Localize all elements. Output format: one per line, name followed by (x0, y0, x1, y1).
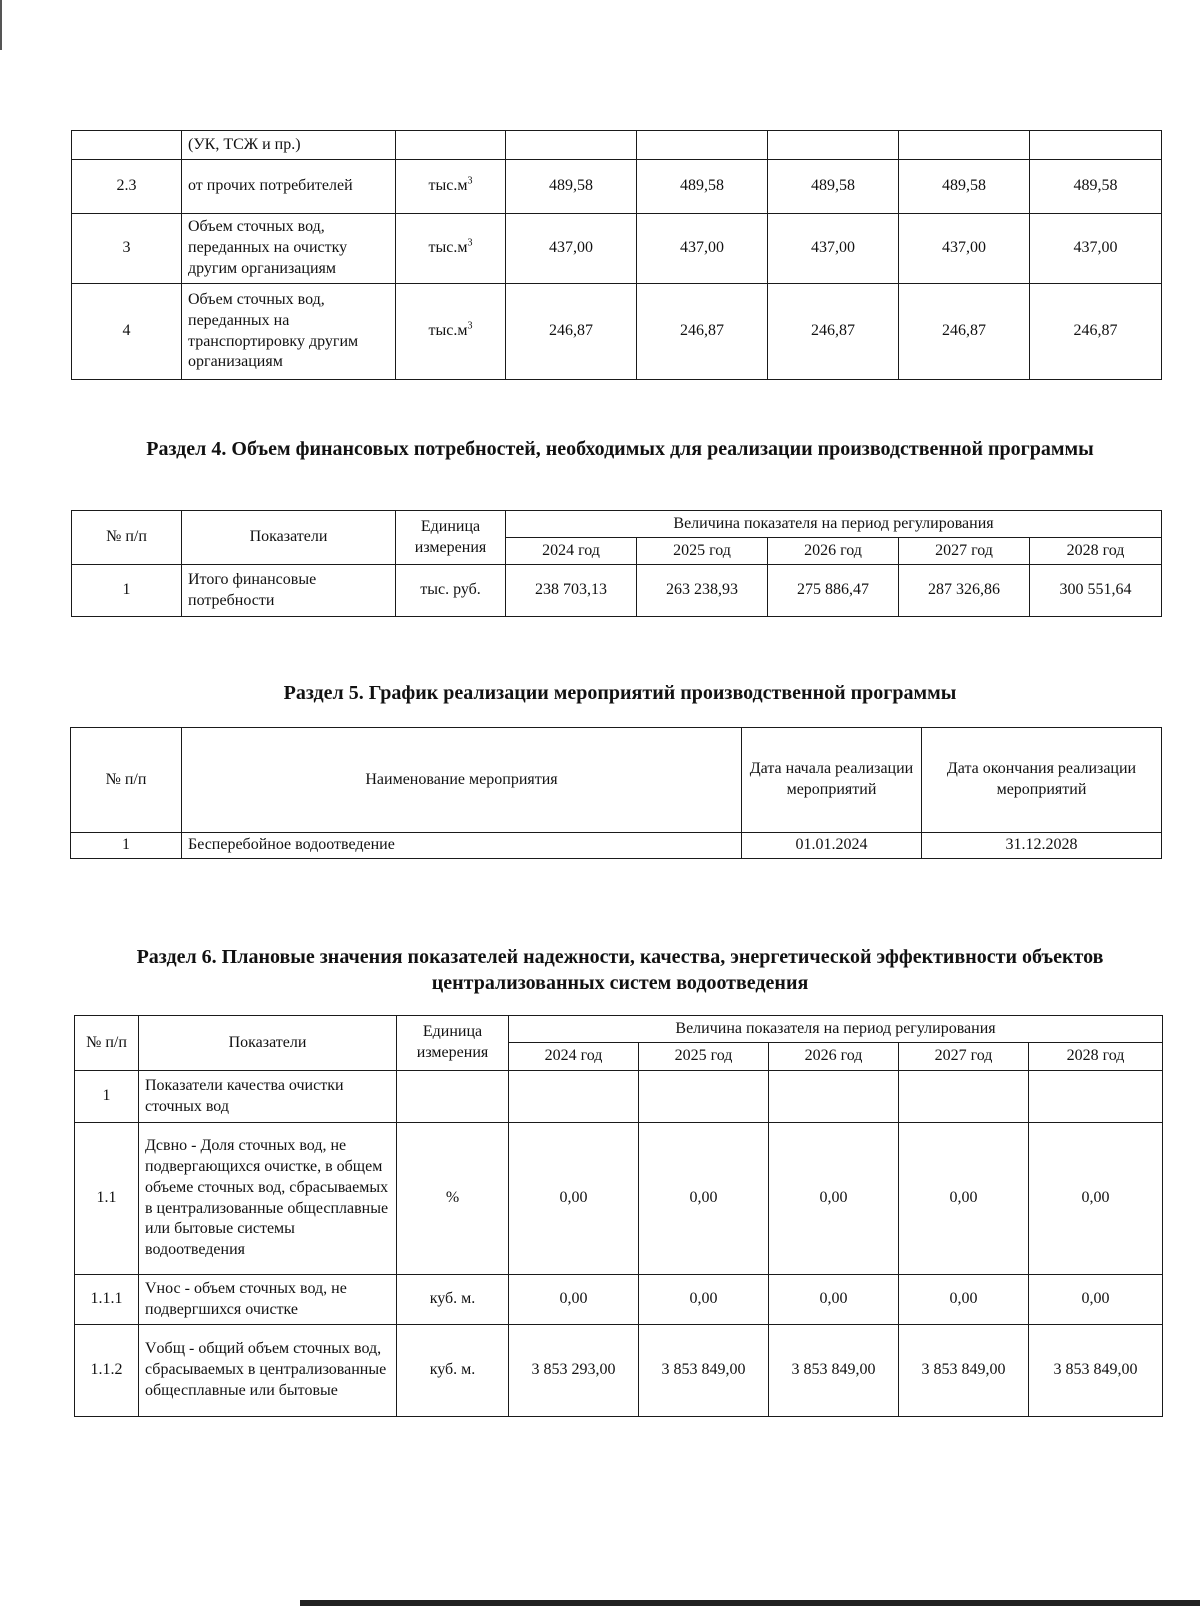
row-indicator: Показатели качества очистки сточных вод (139, 1071, 397, 1123)
value-2027: 437,00 (899, 214, 1030, 284)
scan-edge-mark (0, 0, 2, 50)
value-2027: 0,00 (899, 1275, 1029, 1325)
header-year-2026: 2026 год (768, 538, 899, 565)
header-period: Величина показателя на период регулирования (509, 1016, 1163, 1043)
table-row (71, 833, 1162, 859)
row-event-name: Бесперебойное водоотведение (182, 833, 742, 859)
value-2024 (506, 131, 637, 160)
value-2026: 275 886,47 (768, 565, 899, 617)
table-section6 (74, 1015, 1163, 1417)
row-unit (397, 1071, 509, 1123)
row-indicator: (УК, ТСЖ и пр.) (182, 131, 396, 160)
row-indicator: Объем сточных вод, переданных на транспортировку другим организациям (182, 284, 396, 380)
value-2024: 246,87 (506, 284, 637, 380)
row-unit: $тыс.м^3$ (396, 160, 506, 214)
value-2027: 287 326,86 (899, 565, 1030, 617)
row-start-date: 01.01.2024 (742, 833, 922, 859)
value-2025: 437,00 (637, 214, 768, 284)
value-2025: 0,00 (639, 1275, 769, 1325)
row-unit: куб. м. (397, 1275, 509, 1325)
value-2028: 3 853 849,00 (1029, 1325, 1163, 1417)
value-2028: 489,58 (1030, 160, 1162, 214)
row-indicator: Объем сточных вод, переданных на очистку другим организациям (182, 214, 396, 284)
row-number: 1 (71, 833, 182, 859)
row-unit: куб. м. (397, 1325, 509, 1417)
row-indicator: Итого финансовые потребности (182, 565, 396, 617)
value-2024: 0,00 (509, 1275, 639, 1325)
row-number: 1.1.2 (75, 1325, 139, 1417)
header-indicator: Показатели (182, 511, 396, 565)
row-number: 4 (72, 284, 182, 380)
header-start-date: Дата начала реализации мероприятий (742, 728, 922, 833)
table-row (72, 284, 1162, 380)
value-2025 (639, 1071, 769, 1123)
value-2028: 437,00 (1030, 214, 1162, 284)
header-unit: Единица измерения (396, 511, 506, 565)
header-indicator: Показатели (139, 1016, 397, 1071)
row-number: 1.1 (75, 1123, 139, 1275)
row-number (72, 131, 182, 160)
value-2028 (1029, 1071, 1163, 1123)
value-2024: 238 703,13 (506, 565, 637, 617)
table-section4 (71, 510, 1162, 617)
header-event-name: Наименование мероприятия (182, 728, 742, 833)
value-2028: 0,00 (1029, 1275, 1163, 1325)
header-number: № п/п (71, 728, 182, 833)
value-2025: 489,58 (637, 160, 768, 214)
value-2024: 489,58 (506, 160, 637, 214)
row-indicator: Vнос - объем сточных вод, не подвергшихся очистке (139, 1275, 397, 1325)
value-2027: 489,58 (899, 160, 1030, 214)
row-unit: тыс. руб. (396, 565, 506, 617)
scan-bottom-edge (300, 1600, 1200, 1606)
row-number: 1 (75, 1071, 139, 1123)
row-unit: $тыс.м^3$ (396, 284, 506, 380)
value-2028: 300 551,64 (1030, 565, 1162, 617)
row-indicator: Vобщ - общий объем сточных вод, сбрасываемых в централизованные общесплавные или бытовые (139, 1325, 397, 1417)
row-number: 1 (72, 565, 182, 617)
value-2028 (1030, 131, 1162, 160)
header-year-2025: 2025 год (639, 1043, 769, 1071)
row-indicator: от прочих потребителей (182, 160, 396, 214)
header-end-date: Дата окончания реализации мероприятий (922, 728, 1162, 833)
value-2027: 3 853 849,00 (899, 1325, 1029, 1417)
value-2026: 3 853 849,00 (769, 1325, 899, 1417)
value-2025: 246,87 (637, 284, 768, 380)
table-section3-continuation (71, 130, 1162, 380)
header-year-2024: 2024 год (506, 538, 637, 565)
table-row (72, 565, 1162, 617)
row-indicator: Дсвно - Доля сточных вод, не подвергающихся очистке, в общем объеме сточных вод, сбрасываемых в централизованные общесплавные или бытовые системы водоотведения (139, 1123, 397, 1275)
value-2024: 3 853 293,00 (509, 1325, 639, 1417)
value-2027: 246,87 (899, 284, 1030, 380)
value-2026: 489,58 (768, 160, 899, 214)
table-row (72, 214, 1162, 284)
header-year-2028: 2028 год (1030, 538, 1162, 565)
table-section5 (70, 727, 1162, 859)
value-2024 (509, 1071, 639, 1123)
section6-title: Раздел 6. Плановые значения показателей надежности, качества, энергетической эффективности объектов централизованных систем водоотведения (136, 946, 1104, 994)
value-2026 (768, 131, 899, 160)
value-2026: 0,00 (769, 1275, 899, 1325)
section5-title: Раздел 5. График реализации мероприятий производственной программы (283, 682, 957, 704)
header-number: № п/п (75, 1016, 139, 1071)
header-unit: Единица измерения (397, 1016, 509, 1071)
value-2027 (899, 1071, 1029, 1123)
row-number: 2.3 (72, 160, 182, 214)
table-row (75, 1325, 1163, 1417)
row-unit: % (397, 1123, 509, 1275)
table-row (75, 1123, 1163, 1275)
header-number: № п/п (72, 511, 182, 565)
table-row (72, 131, 1162, 160)
row-number: 1.1.1 (75, 1275, 139, 1325)
value-2028: 246,87 (1030, 284, 1162, 380)
header-year-2028: 2028 год (1029, 1043, 1163, 1071)
header-year-2026: 2026 год (769, 1043, 899, 1071)
value-2027: 0,00 (899, 1123, 1029, 1275)
header-year-2025: 2025 год (637, 538, 768, 565)
table-row (75, 1275, 1163, 1325)
value-2026: 0,00 (769, 1123, 899, 1275)
row-unit (396, 131, 506, 160)
header-year-2024: 2024 год (509, 1043, 639, 1071)
value-2025: 263 238,93 (637, 565, 768, 617)
table-row (75, 1071, 1163, 1123)
section4-title: Раздел 4. Объем финансовых потребностей, необходимых для реализации производственной программы (146, 438, 1094, 460)
value-2027 (899, 131, 1030, 160)
value-2024: 437,00 (506, 214, 637, 284)
header-year-2027: 2027 год (899, 1043, 1029, 1071)
value-2026: 437,00 (768, 214, 899, 284)
value-2025: 0,00 (639, 1123, 769, 1275)
value-2026: 246,87 (768, 284, 899, 380)
value-2026 (769, 1071, 899, 1123)
row-unit: $тыс.м^3$ (396, 214, 506, 284)
value-2028: 0,00 (1029, 1123, 1163, 1275)
row-number: 3 (72, 214, 182, 284)
header-year-2027: 2027 год (899, 538, 1030, 565)
value-2025 (637, 131, 768, 160)
value-2025: 3 853 849,00 (639, 1325, 769, 1417)
row-end-date: 31.12.2028 (922, 833, 1162, 859)
header-period: Величина показателя на период регулирования (506, 511, 1162, 538)
value-2024: 0,00 (509, 1123, 639, 1275)
table-row (72, 160, 1162, 214)
